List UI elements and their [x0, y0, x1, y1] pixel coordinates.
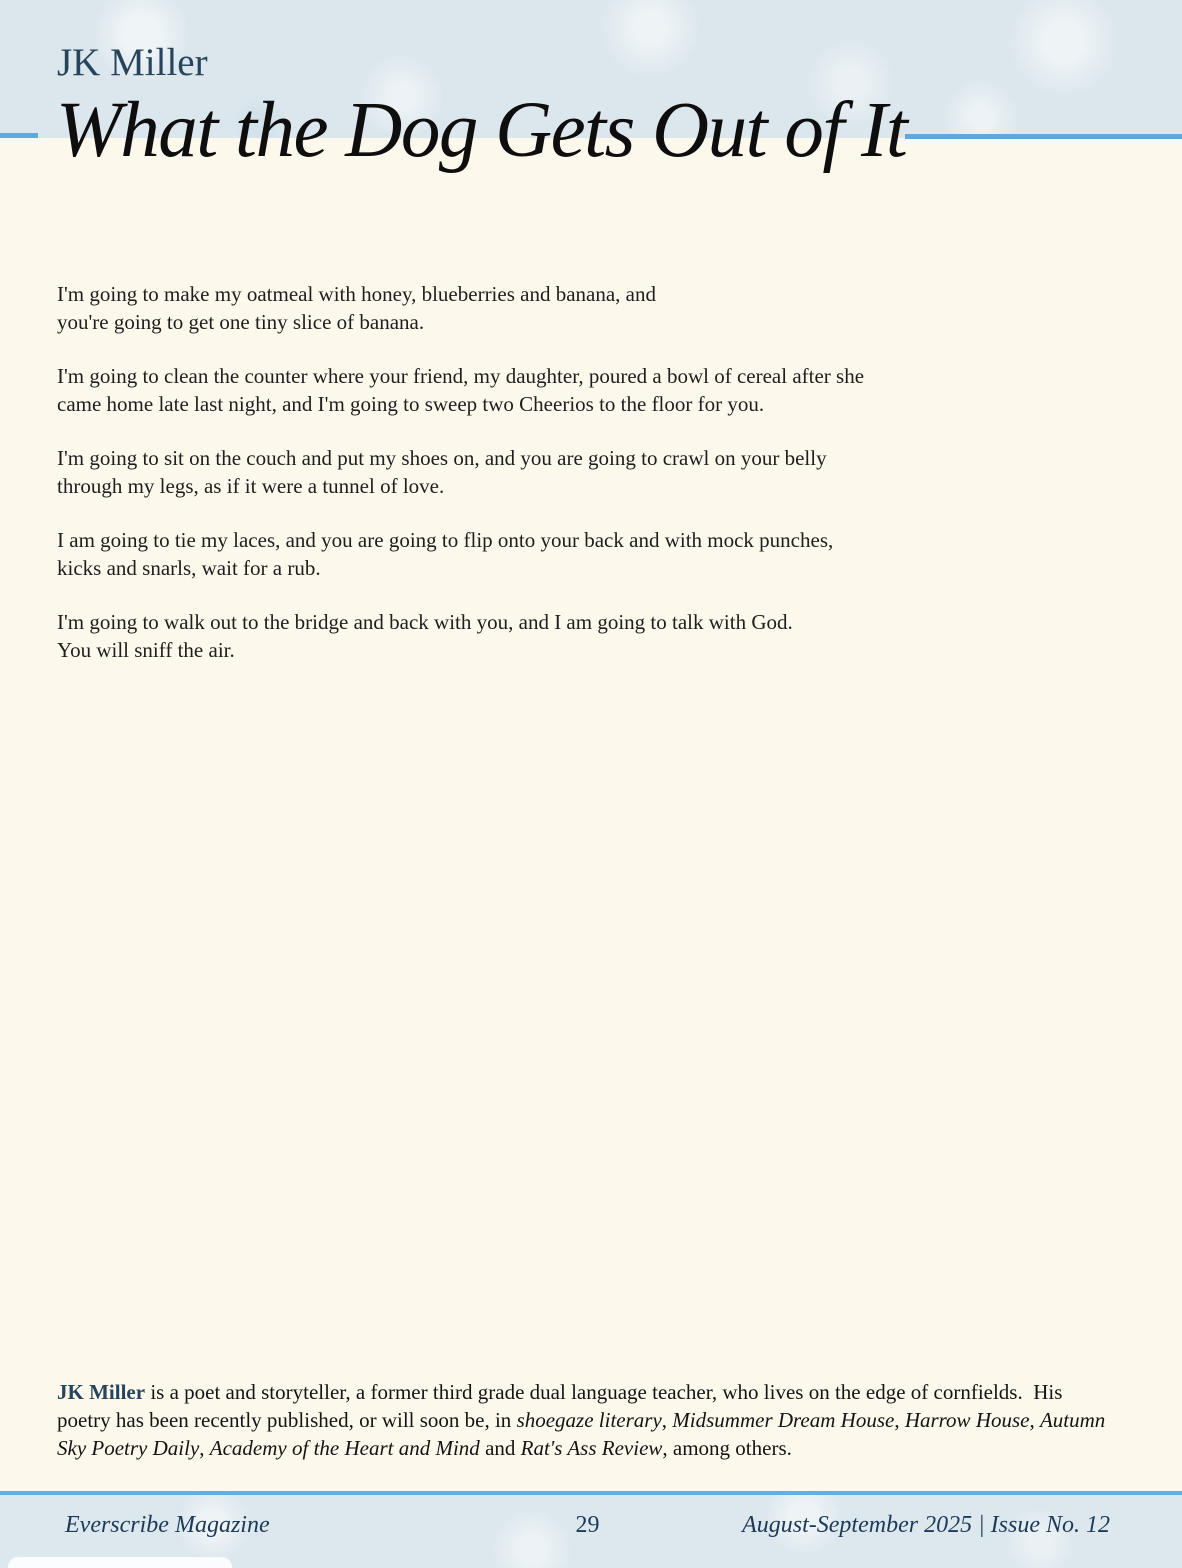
bio-segment: JK Miller	[57, 1380, 146, 1404]
poem	[57, 280, 1057, 690]
bio-segment: ,	[894, 1408, 905, 1432]
poem-line: came home late last night, and I'm going to sweep two Cheerios to the floor for you.	[57, 392, 765, 416]
footer-magazine-name: Everscribe Magazine	[65, 1512, 270, 1538]
poem-line: I'm going to sit on the couch and put my shoes on, and you are going to crawl on your belly	[57, 446, 827, 470]
bio-segment: is a poet and storyteller, a former third grade dual language teacher, who lives on the edge of cornfields. His poetry has been recently published, or will soon be, in	[57, 1380, 1068, 1432]
title-rule-right	[905, 134, 1182, 139]
stanza	[57, 362, 1057, 418]
bio-segment: ,	[661, 1408, 673, 1432]
bio-segment: Harrow House	[904, 1408, 1030, 1432]
poem-line: I'm going to make my oatmeal with honey, blueberries and banana, and	[57, 282, 656, 306]
poem-line: I'm going to clean the counter where your friend, my daughter, poured a bowl of cereal after she	[57, 364, 865, 388]
bio-segment: Midsummer Dream House	[672, 1408, 895, 1432]
poem-line: I'm going to walk out to the bridge and back with you, and I am going to talk with God.	[57, 610, 793, 634]
poem-line: kicks and snarls, wait for a rub.	[57, 556, 321, 580]
bio-segment: ,	[1029, 1408, 1040, 1432]
bio-segment: and	[479, 1436, 521, 1460]
link-preview-bubble	[8, 1557, 232, 1568]
stanza	[57, 444, 1057, 500]
stanza	[57, 526, 1057, 582]
poem-line: I am going to tie my laces, and you are going to flip onto your back and with mock punches,	[57, 528, 834, 552]
poem-line: You will sniff the air.	[57, 638, 235, 662]
author-name: JK Miller	[57, 41, 208, 84]
bio-segment: Autumn Sky Poetry Daily	[57, 1408, 1111, 1460]
contributor-bio	[57, 1378, 1113, 1462]
poem-line: through my legs, as if it were a tunnel of love.	[57, 474, 445, 498]
bio-segment: Academy of the Heart and Mind	[209, 1436, 480, 1460]
bio-segment: ,	[199, 1436, 210, 1460]
footer-page-number: 29	[575, 1512, 600, 1538]
bio-segment: , among others.	[662, 1436, 792, 1460]
poem-line: you're going to get one tiny slice of banana.	[57, 310, 425, 334]
stanza	[57, 280, 1057, 336]
footer-issue-info: August-September 2025 | Issue No. 12	[742, 1512, 1110, 1538]
bio-segment: Rat's Ass Review	[520, 1436, 663, 1460]
stanza	[57, 608, 1057, 664]
page-title: What the Dog Gets Out of It	[56, 87, 907, 174]
title-rule-left	[0, 133, 38, 138]
bio-segment: shoegaze literary	[516, 1408, 662, 1432]
